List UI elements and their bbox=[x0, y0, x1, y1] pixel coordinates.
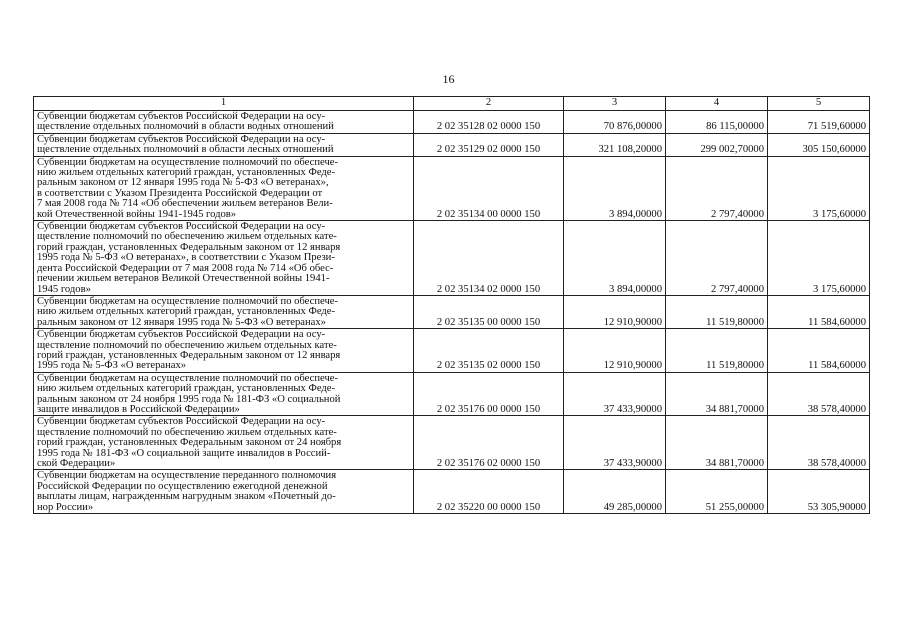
row-value-3-cell: 3 175,60000 bbox=[768, 221, 870, 296]
row-name-cell bbox=[34, 416, 414, 470]
row-code-cell: 2 02 35176 00 0000 150 bbox=[414, 372, 564, 416]
row-name-cell bbox=[34, 156, 414, 220]
row-name-line: горий граждан, установленных Федеральным законом от 12 января bbox=[37, 241, 341, 253]
row-name-cell bbox=[34, 372, 414, 416]
row-name-line: кой Отечественной войны 1941-1945 годов» bbox=[37, 208, 237, 220]
row-value-2-cell: 51 255,00000 bbox=[666, 470, 768, 514]
row-value-1-cell: 321 108,20000 bbox=[564, 133, 666, 156]
page-number: 16 bbox=[442, 72, 455, 86]
row-name-line: ральным законом от 12 января 1995 года № 5-ФЗ «О ветеранах», bbox=[37, 177, 329, 189]
row-name-line: ральным законом от 12 января 1995 года № 5-ФЗ «О ветеранах» bbox=[37, 316, 326, 328]
row-name-line: 1995 года № 5-ФЗ «О ветеранах» bbox=[37, 360, 187, 372]
row-value-2-cell: 86 115,00000 bbox=[666, 111, 768, 134]
row-value-2-cell: 11 519,80000 bbox=[666, 295, 768, 328]
row-name-line: Субвенции бюджетам субъектов Российской Федерации на осу- bbox=[37, 111, 326, 122]
row-name-line: ральным законом от 24 ноября 1995 года № 181-ФЗ «О социальной bbox=[37, 393, 341, 405]
row-code-cell: 2 02 35135 00 0000 150 bbox=[414, 295, 564, 328]
table-row bbox=[34, 111, 870, 134]
table-header bbox=[34, 97, 870, 111]
row-name-line: 1995 года № 5-ФЗ «О ветеранах», в соответствии с Указом Прези- bbox=[37, 252, 335, 264]
row-name-line: Субвенции бюджетам субъектов Российской Федерации на осу- bbox=[37, 329, 326, 341]
header-col-5: 5 bbox=[768, 97, 870, 111]
row-name-line: защите инвалидов в Российской Федерации» bbox=[37, 403, 240, 415]
row-name-line: нию жильем отдельных категорий граждан, установленных Феде- bbox=[37, 167, 336, 179]
row-value-2-cell: 2 797,40000 bbox=[666, 221, 768, 296]
row-name-line: ществление отдельных полномочий в области водных отношений bbox=[37, 121, 334, 133]
row-name-line: ществление полномочий по обеспечению жильем отдельных кате- bbox=[37, 339, 337, 351]
row-value-1-cell: 3 894,00000 bbox=[564, 156, 666, 220]
row-name-line: Субвенции бюджетам субъектов Российской Федерации на осу- bbox=[37, 133, 326, 145]
row-value-2-cell: 299 002,70000 bbox=[666, 133, 768, 156]
row-name-line: горий граждан, установленных Федеральным законом от 24 ноября bbox=[37, 437, 342, 449]
row-value-3-cell: 11 584,60000 bbox=[768, 329, 870, 373]
row-name-line: Субвенции бюджетам на осуществление полномочий по обеспече- bbox=[37, 156, 339, 168]
row-value-3-cell: 71 519,60000 bbox=[768, 111, 870, 134]
row-name-line: нию жильем отдельных категорий граждан, установленных Феде- bbox=[37, 306, 336, 318]
row-value-3-cell: 305 150,60000 bbox=[768, 133, 870, 156]
row-name-line: 7 мая 2008 года № 714 «Об обеспечении жильем ветеранов Вели- bbox=[37, 198, 333, 210]
row-value-2-cell: 34 881,70000 bbox=[666, 416, 768, 470]
row-name-line: Субвенции бюджетам субъектов Российской Федерации на осу- bbox=[37, 416, 326, 428]
row-name-cell bbox=[34, 133, 414, 156]
table-body bbox=[34, 111, 870, 514]
row-value-1-cell: 37 433,90000 bbox=[564, 372, 666, 416]
row-value-3-cell: 53 305,90000 bbox=[768, 470, 870, 514]
row-name-line: в соответствии с Указом Президента Российской Федерации от bbox=[37, 187, 323, 199]
row-name-cell bbox=[34, 470, 414, 514]
row-value-2-cell: 34 881,70000 bbox=[666, 372, 768, 416]
row-name-line: ществление отдельных полномочий в области лесных отношений bbox=[37, 144, 334, 156]
row-name-line: нию жильем отдельных категорий граждан, установленных Феде- bbox=[37, 383, 336, 395]
table-row bbox=[34, 221, 870, 296]
table-row bbox=[34, 133, 870, 156]
row-name-line: Субвенции бюджетам на осуществление полномочий по обеспече- bbox=[37, 295, 339, 307]
row-value-2-cell: 11 519,80000 bbox=[666, 329, 768, 373]
row-code-cell: 2 02 35135 02 0000 150 bbox=[414, 329, 564, 373]
row-code-cell: 2 02 35129 02 0000 150 bbox=[414, 133, 564, 156]
table-row bbox=[34, 329, 870, 373]
table-row bbox=[34, 416, 870, 470]
row-name-line: горий граждан, установленных Федеральным законом от 12 января bbox=[37, 349, 341, 361]
row-name-cell bbox=[34, 295, 414, 328]
header-col-1: 1 bbox=[34, 97, 414, 111]
row-value-3-cell: 38 578,40000 bbox=[768, 416, 870, 470]
row-name-line: ществление полномочий по обеспечению жильем отдельных кате- bbox=[37, 426, 337, 438]
row-name-line: ской Федерации» bbox=[37, 458, 116, 469]
row-value-1-cell: 3 894,00000 bbox=[564, 221, 666, 296]
row-value-1-cell: 12 910,90000 bbox=[564, 329, 666, 373]
row-code-cell: 2 02 35134 00 0000 150 bbox=[414, 156, 564, 220]
row-value-3-cell: 38 578,40000 bbox=[768, 372, 870, 416]
table-row bbox=[34, 295, 870, 328]
row-value-3-cell: 3 175,60000 bbox=[768, 156, 870, 220]
header-col-2: 2 bbox=[414, 97, 564, 111]
header-col-4: 4 bbox=[666, 97, 768, 111]
row-name-line: Субвенции бюджетам субъектов Российской Федерации на осу- bbox=[37, 221, 326, 233]
row-name-cell bbox=[34, 111, 414, 134]
row-code-cell: 2 02 35128 02 0000 150 bbox=[414, 111, 564, 134]
row-name-line: ществление полномочий по обеспечению жильем отдельных кате- bbox=[37, 231, 337, 243]
header-col-3: 3 bbox=[564, 97, 666, 111]
row-name-cell bbox=[34, 221, 414, 296]
table-row bbox=[34, 470, 870, 514]
row-name-line: нор России» bbox=[37, 501, 94, 513]
row-name-line: 1945 годов» bbox=[37, 283, 91, 295]
budget-table bbox=[33, 96, 870, 514]
row-name-line: дента Российской Федерации от 7 мая 2008 года № 714 «Об обес- bbox=[37, 262, 334, 274]
row-name-cell bbox=[34, 329, 414, 373]
row-value-1-cell: 37 433,90000 bbox=[564, 416, 666, 470]
row-code-cell: 2 02 35220 00 0000 150 bbox=[414, 470, 564, 514]
row-value-1-cell: 70 876,00000 bbox=[564, 111, 666, 134]
row-code-cell: 2 02 35134 02 0000 150 bbox=[414, 221, 564, 296]
table-row bbox=[34, 156, 870, 220]
row-value-2-cell: 2 797,40000 bbox=[666, 156, 768, 220]
row-name-line: выплаты лицам, награжденным нагрудным знаком «Почетный до- bbox=[37, 491, 336, 503]
row-name-line: печении жильем ветеранов Великой Отечественной войны 1941- bbox=[37, 273, 330, 285]
table-row bbox=[34, 372, 870, 416]
row-code-cell: 2 02 35176 02 0000 150 bbox=[414, 416, 564, 470]
row-name-line: 1995 года № 181-ФЗ «О социальной защите инвалидов в Россий- bbox=[37, 447, 331, 459]
row-name-line: Российской Федерации по осуществлению ежегодной денежной bbox=[37, 480, 328, 492]
row-name-line: Субвенции бюджетам на осуществление полномочий по обеспече- bbox=[37, 372, 339, 384]
row-name-line: Субвенции бюджетам на осуществление переданного полномочия bbox=[37, 470, 337, 482]
row-value-1-cell: 49 285,00000 bbox=[564, 470, 666, 514]
row-value-1-cell: 12 910,90000 bbox=[564, 295, 666, 328]
row-value-3-cell: 11 584,60000 bbox=[768, 295, 870, 328]
header-row bbox=[34, 97, 870, 111]
